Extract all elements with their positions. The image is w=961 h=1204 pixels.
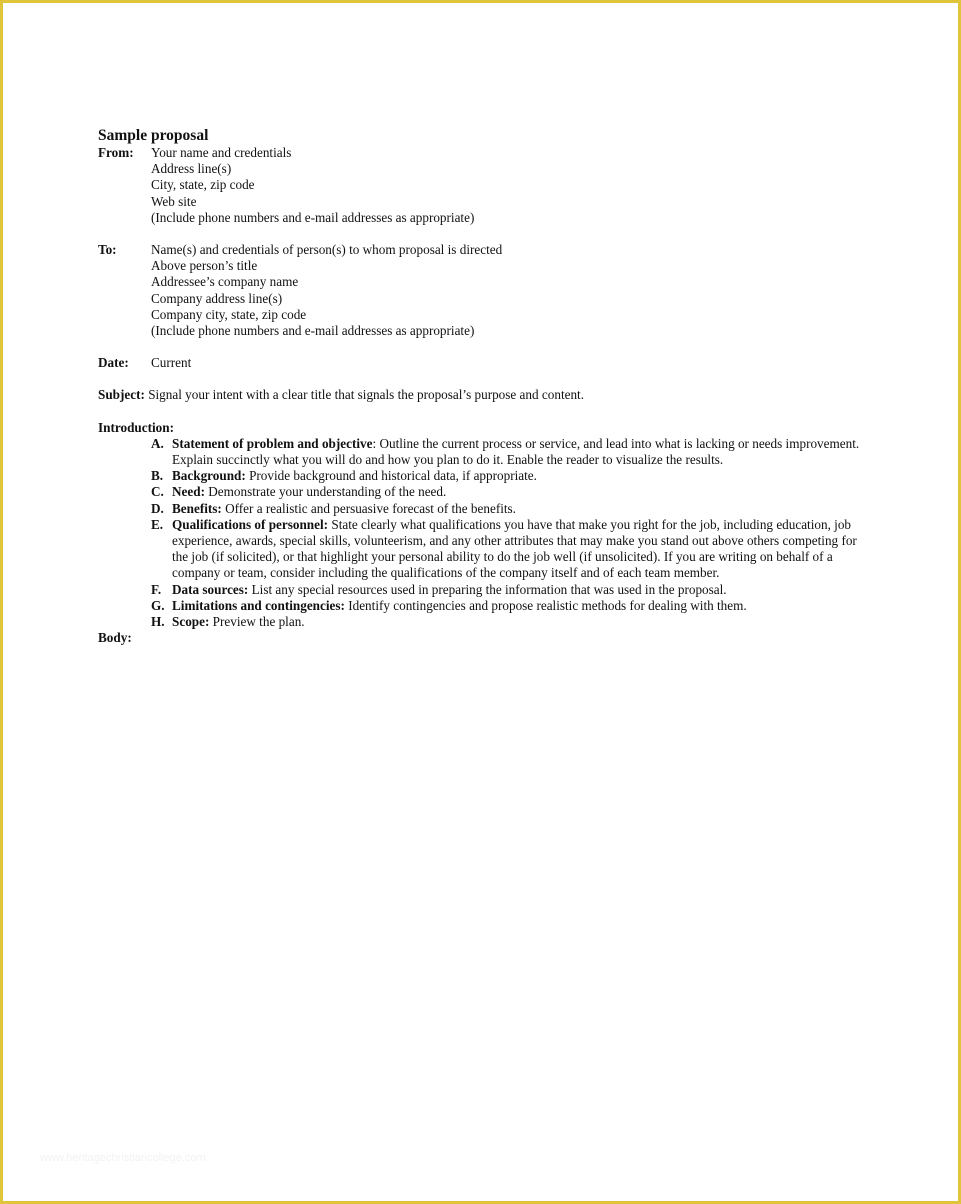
list-item-text: List any special resources used in preparing the information that was used in the proposal. (248, 581, 727, 597)
list-item-text: State clearly what qualifications you have that make you right for the job, including education, job experience, awards, special skills, volunteerism, and any other attributes that may make you stand out above others competing for the job (if solicited), or that highlight your personal ability to do the job well (if unsolicited). If you are writing on behalf of a company or team, consider including the qualifications of the company itself and of each team member. (172, 516, 857, 581)
from-line: Web site (151, 193, 197, 209)
list-item (98, 436, 868, 468)
list-item-heading: Need: (172, 484, 205, 500)
body-label: Body: (98, 630, 132, 646)
list-item-heading: Benefits: (172, 500, 222, 516)
to-line: Company address line(s) (151, 290, 283, 306)
to-line: (Include phone numbers and e-mail addresses as appropriate) (151, 323, 475, 339)
list-item-letter: B. (151, 468, 164, 484)
from-label: From: (98, 145, 134, 160)
from-line: (Include phone numbers and e-mail addresses as appropriate) (151, 209, 475, 225)
list-item-letter: H. (151, 614, 165, 630)
from-block (98, 145, 868, 226)
list-item-letter: G. (151, 597, 165, 613)
to-block (98, 242, 868, 339)
list-item-letter: F. (151, 581, 162, 597)
list-item-text: Demonstrate your understanding of the need. (204, 484, 447, 500)
from-line: Your name and credentials (151, 145, 292, 160)
list-item-letter: E. (151, 516, 164, 532)
to-line: Name(s) and credentials of person(s) to whom proposal is directed (151, 242, 503, 258)
list-item (98, 517, 868, 582)
list-item-text: Offer a realistic and persuasive forecast of the benefits. (221, 500, 516, 516)
document-title: Sample proposal (98, 127, 209, 144)
document (98, 126, 868, 646)
introduction-list (98, 436, 868, 630)
subject-value: Signal your intent with a clear title that signals the proposal’s purpose and content. (148, 387, 585, 403)
watermark: www.heritagechristiancollege.com (40, 1152, 206, 1164)
introduction-label: Introduction: (98, 419, 174, 435)
list-item-heading: Data sources: (172, 581, 249, 597)
list-item (98, 468, 868, 484)
list-item-text: Preview the plan. (209, 614, 305, 630)
list-item-text: : Outline the current process or service, and lead into what is lacking or needs improvement. Explain succinctly what you will do and how you plan to do it. Enable the reader to visualize the results. (172, 435, 860, 468)
list-item-heading: Limitations and contingencies: (172, 597, 345, 613)
to-line: Addressee’s company name (151, 274, 299, 290)
from-lines (151, 145, 474, 226)
list-item-letter: D. (151, 500, 164, 516)
list-item-text: Identify contingencies and propose realistic methods for dealing with them. (344, 597, 747, 613)
list-item-letter: A. (151, 435, 164, 451)
list-item-text: Provide background and historical data, if appropriate. (245, 468, 537, 484)
date-block (98, 355, 868, 371)
list-item (98, 501, 868, 517)
subject-block (98, 387, 868, 403)
to-lines (151, 242, 502, 339)
to-line: Company city, state, zip code (151, 306, 307, 322)
list-item-heading: Background: (172, 468, 246, 484)
list-item (98, 582, 868, 598)
list-item-heading: Qualifications of personnel: (172, 516, 329, 532)
list-item-heading: Statement of problem and objective (172, 435, 373, 451)
subject-label: Subject: (98, 387, 145, 403)
to-line: Above person’s title (151, 258, 258, 274)
list-item (98, 598, 868, 614)
from-line: Address line(s) (151, 161, 232, 177)
list-item (98, 614, 868, 630)
list-item-heading: Scope: (172, 614, 210, 630)
to-label: To: (98, 242, 117, 258)
from-line: City, state, zip code (151, 177, 255, 193)
date-value: Current (151, 355, 192, 371)
list-item-letter: C. (151, 484, 164, 500)
list-item (98, 484, 868, 500)
date-label: Date: (98, 355, 129, 371)
